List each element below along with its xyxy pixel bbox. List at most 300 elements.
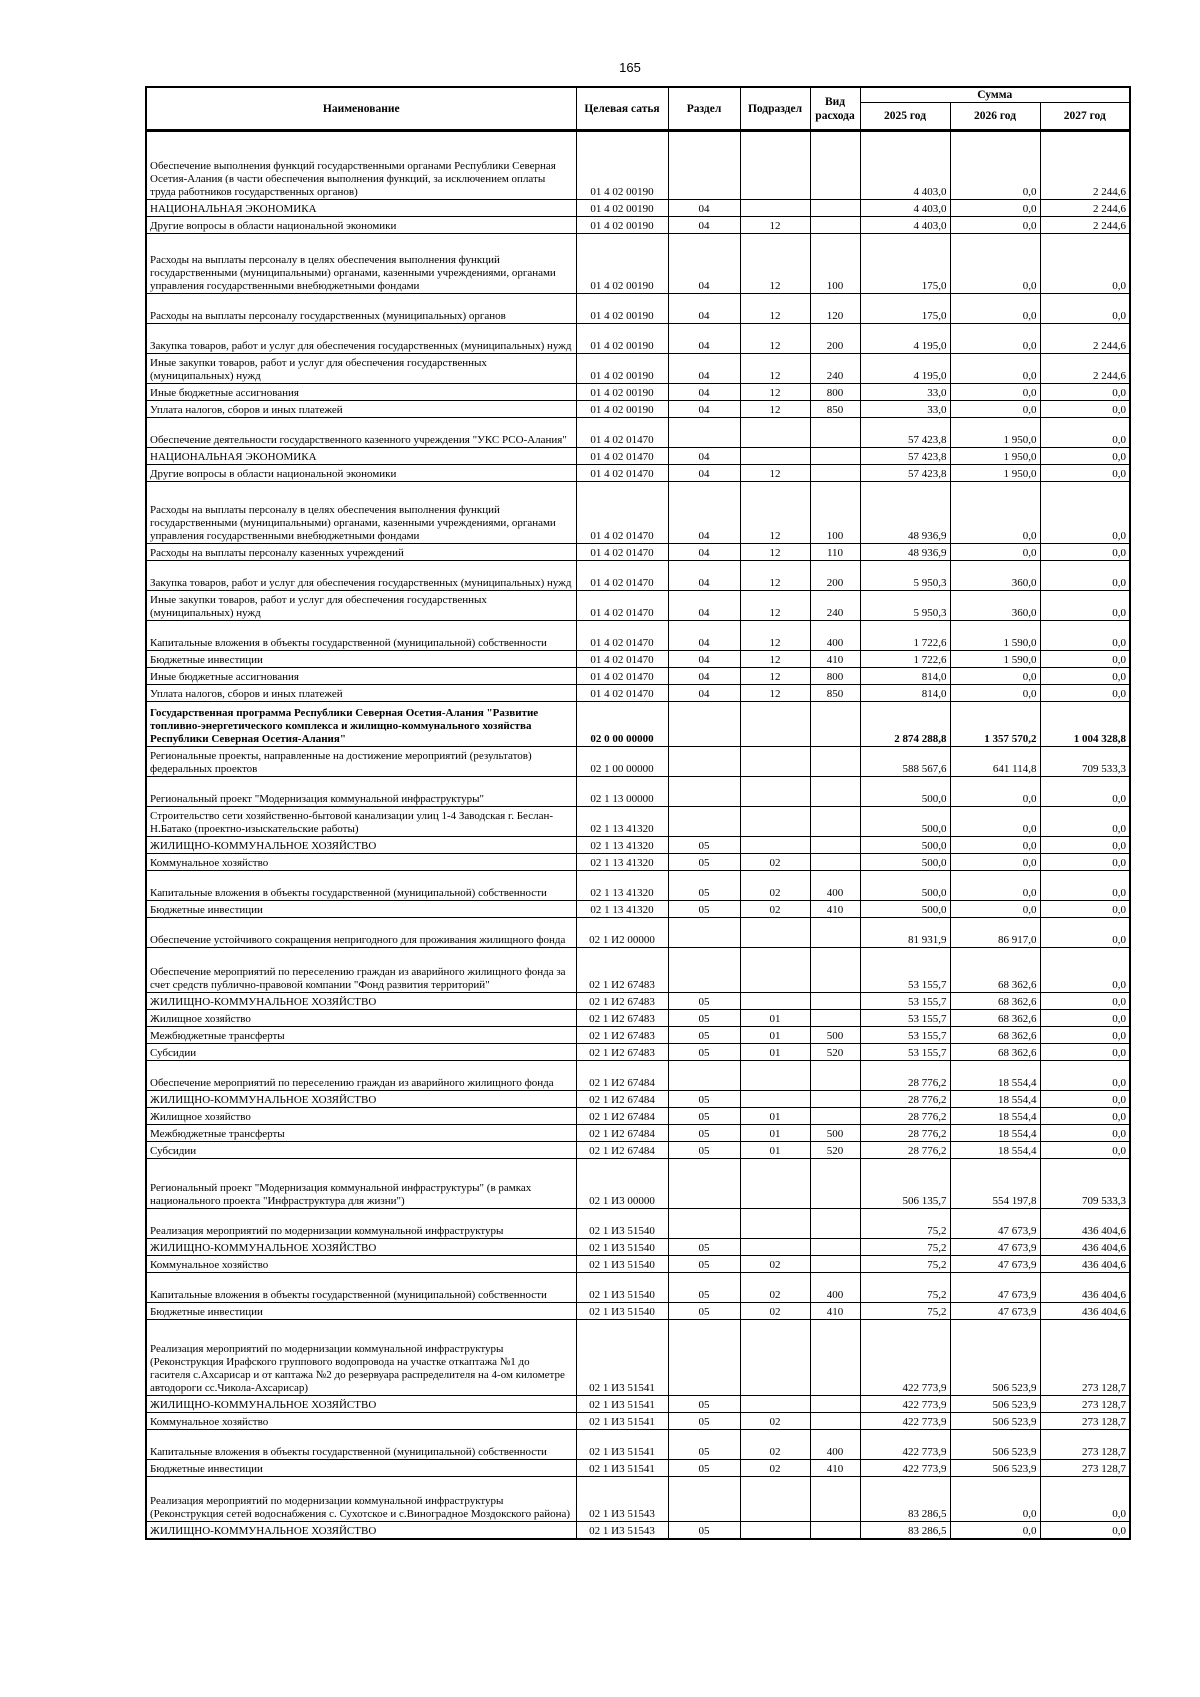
- sum-2027: 0,0: [1040, 1125, 1130, 1142]
- sum-2025: 53 155,7: [860, 948, 950, 993]
- expense-kind: [810, 918, 860, 948]
- section-code: 05: [668, 854, 740, 871]
- target-article: 02 1 И2 67483: [576, 1044, 668, 1061]
- expense-kind: 200: [810, 324, 860, 354]
- row-name: ЖИЛИЩНО-КОММУНАЛЬНОЕ ХОЗЯЙСТВО: [146, 1522, 576, 1540]
- sum-2027: 0,0: [1040, 544, 1130, 561]
- subsection-code: 02: [740, 871, 810, 901]
- subsection-code: 12: [740, 401, 810, 418]
- expense-kind: 400: [810, 1273, 860, 1303]
- sum-2027: 0,0: [1040, 482, 1130, 544]
- table-row: [146, 918, 1130, 948]
- sum-2027: 709 533,3: [1040, 747, 1130, 777]
- subsection-code: [740, 918, 810, 948]
- target-article: 02 1 И2 67484: [576, 1061, 668, 1091]
- sum-2027: 0,0: [1040, 401, 1130, 418]
- sum-2027: 0,0: [1040, 918, 1130, 948]
- expense-kind: [810, 1396, 860, 1413]
- table-row: [146, 1460, 1130, 1477]
- row-name: Закупка товаров, работ и услуг для обеспечения государственных (муниципальных) нужд: [146, 561, 576, 591]
- row-name: Реализация мероприятий по модернизации коммунальной инфраструктуры: [146, 1209, 576, 1239]
- sum-2026: 47 673,9: [950, 1209, 1040, 1239]
- sum-2026: 18 554,4: [950, 1108, 1040, 1125]
- table-row: [146, 1061, 1130, 1091]
- sum-2025: 48 936,9: [860, 482, 950, 544]
- row-name: Обеспечение устойчивого сокращения непригодного для проживания жилищного фонда: [146, 918, 576, 948]
- sum-2026: 0,0: [950, 901, 1040, 918]
- row-name: НАЦИОНАЛЬНАЯ ЭКОНОМИКА: [146, 448, 576, 465]
- subsection-code: 12: [740, 354, 810, 384]
- expense-kind: 110: [810, 544, 860, 561]
- table-row: [146, 1159, 1130, 1209]
- sum-2026: 1 950,0: [950, 448, 1040, 465]
- subsection-code: [740, 1239, 810, 1256]
- sum-2027: 2 244,6: [1040, 217, 1130, 234]
- sum-2026: 0,0: [950, 294, 1040, 324]
- expense-kind: 120: [810, 294, 860, 324]
- subsection-code: 01: [740, 1142, 810, 1159]
- expense-kind: [810, 777, 860, 807]
- sum-2026: 0,0: [950, 482, 1040, 544]
- section-code: 05: [668, 1108, 740, 1125]
- row-name: Капитальные вложения в объекты государственной (муниципальной) собственности: [146, 621, 576, 651]
- sum-2025: 175,0: [860, 294, 950, 324]
- row-name: Региональные проекты, направленные на достижение мероприятий (результатов) федеральных проектов: [146, 747, 576, 777]
- row-name: Обеспечение выполнения функций государственными органами Республики Северная Осетия-Алания (в части обеспечения выполнения функций, за исключением оплаты труда работников государственных органов): [146, 131, 576, 200]
- header-section: Раздел: [668, 87, 740, 131]
- row-name: Капитальные вложения в объекты государственной (муниципальной) собственности: [146, 1430, 576, 1460]
- sum-2025: 75,2: [860, 1303, 950, 1320]
- section-code: 05: [668, 1091, 740, 1108]
- expense-kind: [810, 1091, 860, 1108]
- table-row: [146, 685, 1130, 702]
- table-row: [146, 854, 1130, 871]
- table-row: [146, 465, 1130, 482]
- sum-2027: 0,0: [1040, 777, 1130, 807]
- section-code: 04: [668, 544, 740, 561]
- target-article: 02 1 И3 51540: [576, 1303, 668, 1320]
- section-code: [668, 747, 740, 777]
- sum-2025: 1 722,6: [860, 651, 950, 668]
- table-row: [146, 1320, 1130, 1396]
- subsection-code: 12: [740, 685, 810, 702]
- sum-2027: 273 128,7: [1040, 1460, 1130, 1477]
- sum-2027: 0,0: [1040, 837, 1130, 854]
- sum-2025: 33,0: [860, 384, 950, 401]
- expense-kind: [810, 448, 860, 465]
- table-row: [146, 448, 1130, 465]
- row-name: Другие вопросы в области национальной экономики: [146, 465, 576, 482]
- section-code: [668, 777, 740, 807]
- sum-2025: 2 874 288,8: [860, 702, 950, 747]
- sum-2025: 53 155,7: [860, 1044, 950, 1061]
- subsection-code: [740, 1522, 810, 1540]
- sum-2026: 1 357 570,2: [950, 702, 1040, 747]
- section-code: 05: [668, 1430, 740, 1460]
- table-row: [146, 807, 1130, 837]
- sum-2025: 28 776,2: [860, 1091, 950, 1108]
- table-row: [146, 871, 1130, 901]
- section-code: 05: [668, 1010, 740, 1027]
- expense-kind: [810, 1522, 860, 1540]
- header-name: Наименование: [146, 87, 576, 131]
- section-code: 05: [668, 1142, 740, 1159]
- sum-2027: 0,0: [1040, 1027, 1130, 1044]
- table-row: [146, 1273, 1130, 1303]
- section-code: 04: [668, 401, 740, 418]
- expense-kind: [810, 131, 860, 200]
- sum-2027: 273 128,7: [1040, 1413, 1130, 1430]
- section-code: 04: [668, 200, 740, 217]
- table-row: [146, 234, 1130, 294]
- sum-2027: 436 404,6: [1040, 1239, 1130, 1256]
- expense-kind: [810, 217, 860, 234]
- sum-2026: 47 673,9: [950, 1303, 1040, 1320]
- expense-kind: 240: [810, 591, 860, 621]
- row-name: Расходы на выплаты персоналу казенных учреждений: [146, 544, 576, 561]
- row-name: ЖИЛИЩНО-КОММУНАЛЬНОЕ ХОЗЯЙСТВО: [146, 1091, 576, 1108]
- section-code: 05: [668, 1273, 740, 1303]
- subsection-code: [740, 1061, 810, 1091]
- table-row: [146, 482, 1130, 544]
- table-row: [146, 1209, 1130, 1239]
- sum-2025: 57 423,8: [860, 448, 950, 465]
- subsection-code: [740, 837, 810, 854]
- row-name: Уплата налогов, сборов и иных платежей: [146, 401, 576, 418]
- expense-kind: [810, 1010, 860, 1027]
- sum-2026: 68 362,6: [950, 1044, 1040, 1061]
- subsection-code: [740, 131, 810, 200]
- row-name: Коммунальное хозяйство: [146, 1256, 576, 1273]
- section-code: 05: [668, 1256, 740, 1273]
- row-name: Жилищное хозяйство: [146, 1010, 576, 1027]
- expense-kind: [810, 993, 860, 1010]
- sum-2026: 506 523,9: [950, 1396, 1040, 1413]
- sum-2025: 83 286,5: [860, 1522, 950, 1540]
- sum-2026: 0,0: [950, 1522, 1040, 1540]
- sum-2026: 0,0: [950, 401, 1040, 418]
- sum-2026: 0,0: [950, 685, 1040, 702]
- table-row: [146, 1396, 1130, 1413]
- subsection-code: [740, 1209, 810, 1239]
- sum-2027: 0,0: [1040, 1061, 1130, 1091]
- table-row: [146, 384, 1130, 401]
- target-article: 02 1 И2 67483: [576, 1027, 668, 1044]
- target-article: 02 1 13 41320: [576, 871, 668, 901]
- subsection-code: 01: [740, 1125, 810, 1142]
- target-article: 01 4 02 01470: [576, 448, 668, 465]
- section-code: [668, 807, 740, 837]
- subsection-code: 01: [740, 1010, 810, 1027]
- sum-2025: 53 155,7: [860, 1027, 950, 1044]
- table-row: [146, 621, 1130, 651]
- row-name: Обеспечение деятельности государственного казенного учреждения "УКС РСО-Алания": [146, 418, 576, 448]
- target-article: 02 1 И3 51541: [576, 1460, 668, 1477]
- section-code: 05: [668, 871, 740, 901]
- table-row: [146, 1239, 1130, 1256]
- sum-2025: 4 195,0: [860, 324, 950, 354]
- sum-2026: 506 523,9: [950, 1430, 1040, 1460]
- sum-2027: 709 533,3: [1040, 1159, 1130, 1209]
- target-article: 01 4 02 01470: [576, 561, 668, 591]
- sum-2027: 0,0: [1040, 901, 1130, 918]
- subsection-code: 12: [740, 482, 810, 544]
- expense-kind: [810, 1320, 860, 1396]
- section-code: [668, 948, 740, 993]
- expense-kind: 100: [810, 234, 860, 294]
- expense-kind: 410: [810, 651, 860, 668]
- row-name: Капитальные вложения в объекты государственной (муниципальной) собственности: [146, 1273, 576, 1303]
- budget-table: [145, 86, 1131, 1540]
- sum-2027: 0,0: [1040, 651, 1130, 668]
- sum-2026: 0,0: [950, 354, 1040, 384]
- expense-kind: [810, 1239, 860, 1256]
- table-row: [146, 1477, 1130, 1522]
- section-code: [668, 1477, 740, 1522]
- sum-2027: 0,0: [1040, 1108, 1130, 1125]
- row-name: Иные закупки товаров, работ и услуг для обеспечения государственных (муниципальных) нужд: [146, 354, 576, 384]
- sum-2027: 0,0: [1040, 1522, 1130, 1540]
- target-article: 01 4 02 00190: [576, 234, 668, 294]
- table-row: [146, 418, 1130, 448]
- expense-kind: [810, 200, 860, 217]
- sum-2025: 4 403,0: [860, 131, 950, 200]
- subsection-code: 02: [740, 1413, 810, 1430]
- target-article: 02 1 13 41320: [576, 901, 668, 918]
- table-row: [146, 217, 1130, 234]
- section-code: 04: [668, 294, 740, 324]
- section-code: [668, 1209, 740, 1239]
- sum-2027: 1 004 328,8: [1040, 702, 1130, 747]
- row-name: Межбюджетные трансферты: [146, 1027, 576, 1044]
- sum-2025: 57 423,8: [860, 418, 950, 448]
- target-article: 01 4 02 00190: [576, 384, 668, 401]
- subsection-code: [740, 200, 810, 217]
- sum-2025: 83 286,5: [860, 1477, 950, 1522]
- sum-2025: 33,0: [860, 401, 950, 418]
- table-row: [146, 1522, 1130, 1540]
- table-row: [146, 837, 1130, 854]
- row-name: Субсидии: [146, 1044, 576, 1061]
- row-name: ЖИЛИЩНО-КОММУНАЛЬНОЕ ХОЗЯЙСТВО: [146, 1396, 576, 1413]
- row-name: Иные бюджетные ассигнования: [146, 668, 576, 685]
- sum-2025: 28 776,2: [860, 1108, 950, 1125]
- row-name: Иные бюджетные ассигнования: [146, 384, 576, 401]
- target-article: 02 1 И2 67483: [576, 948, 668, 993]
- section-code: 05: [668, 1027, 740, 1044]
- target-article: 01 4 02 01470: [576, 591, 668, 621]
- row-name: НАЦИОНАЛЬНАЯ ЭКОНОМИКА: [146, 200, 576, 217]
- table-row: [146, 1125, 1130, 1142]
- sum-2026: 0,0: [950, 837, 1040, 854]
- row-name: Бюджетные инвестиции: [146, 1460, 576, 1477]
- table-row: [146, 1010, 1130, 1027]
- sum-2026: 1 950,0: [950, 465, 1040, 482]
- sum-2027: 273 128,7: [1040, 1396, 1130, 1413]
- sum-2025: 500,0: [860, 901, 950, 918]
- table-row: [146, 668, 1130, 685]
- sum-2026: 0,0: [950, 217, 1040, 234]
- table-row: [146, 354, 1130, 384]
- table-row: [146, 1430, 1130, 1460]
- section-code: 04: [668, 448, 740, 465]
- sum-2027: 2 244,6: [1040, 200, 1130, 217]
- sum-2026: 506 523,9: [950, 1413, 1040, 1430]
- table-row: [146, 131, 1130, 200]
- sum-2025: 81 931,9: [860, 918, 950, 948]
- sum-2027: 2 244,6: [1040, 131, 1130, 200]
- target-article: 02 1 И3 00000: [576, 1159, 668, 1209]
- subsection-code: 12: [740, 544, 810, 561]
- table-row: [146, 401, 1130, 418]
- target-article: 01 4 02 00190: [576, 200, 668, 217]
- subsection-code: [740, 777, 810, 807]
- section-code: [668, 418, 740, 448]
- sum-2027: 2 244,6: [1040, 324, 1130, 354]
- row-name: ЖИЛИЩНО-КОММУНАЛЬНОЕ ХОЗЯЙСТВО: [146, 1239, 576, 1256]
- row-name: Расходы на выплаты персоналу в целях обеспечения выполнения функций государственными (муниципальными) органами, казенными учреждениями, органами управления государственными внебюджетными фондами: [146, 234, 576, 294]
- target-article: 02 1 И2 67484: [576, 1108, 668, 1125]
- sum-2025: 500,0: [860, 854, 950, 871]
- row-name: Коммунальное хозяйство: [146, 854, 576, 871]
- table-row: [146, 993, 1130, 1010]
- sum-2027: 0,0: [1040, 668, 1130, 685]
- sum-2025: 75,2: [860, 1209, 950, 1239]
- sum-2026: 68 362,6: [950, 948, 1040, 993]
- row-name: ЖИЛИЩНО-КОММУНАЛЬНОЕ ХОЗЯЙСТВО: [146, 837, 576, 854]
- target-article: 02 1 И3 51541: [576, 1396, 668, 1413]
- sum-2025: 4 403,0: [860, 217, 950, 234]
- header-sum: Сумма: [860, 87, 1130, 103]
- sum-2025: 75,2: [860, 1273, 950, 1303]
- sum-2027: 436 404,6: [1040, 1256, 1130, 1273]
- sum-2026: 641 114,8: [950, 747, 1040, 777]
- target-article: 02 1 И3 51540: [576, 1273, 668, 1303]
- sum-2026: 360,0: [950, 561, 1040, 591]
- table-row: [146, 948, 1130, 993]
- target-article: 01 4 02 00190: [576, 354, 668, 384]
- expense-kind: 520: [810, 1142, 860, 1159]
- header-target: Целевая сатья: [576, 87, 668, 131]
- section-code: [668, 131, 740, 200]
- expense-kind: 200: [810, 561, 860, 591]
- target-article: 01 4 02 01470: [576, 418, 668, 448]
- subsection-code: [740, 993, 810, 1010]
- sum-2025: 175,0: [860, 234, 950, 294]
- section-code: 04: [668, 685, 740, 702]
- sum-2027: 0,0: [1040, 948, 1130, 993]
- target-article: 02 1 И2 67484: [576, 1142, 668, 1159]
- section-code: 04: [668, 354, 740, 384]
- sum-2026: 86 917,0: [950, 918, 1040, 948]
- page-number: 165: [619, 60, 641, 75]
- sum-2026: 68 362,6: [950, 1010, 1040, 1027]
- sum-2025: 1 722,6: [860, 621, 950, 651]
- expense-kind: [810, 1209, 860, 1239]
- expense-kind: [810, 807, 860, 837]
- expense-kind: 850: [810, 401, 860, 418]
- section-code: 05: [668, 1460, 740, 1477]
- subsection-code: 02: [740, 901, 810, 918]
- sum-2026: 0,0: [950, 544, 1040, 561]
- table-header: [146, 87, 1130, 131]
- row-name: Другие вопросы в области национальной экономики: [146, 217, 576, 234]
- row-name: ЖИЛИЩНО-КОММУНАЛЬНОЕ ХОЗЯЙСТВО: [146, 993, 576, 1010]
- subsection-code: 12: [740, 591, 810, 621]
- expense-kind: 400: [810, 621, 860, 651]
- sum-2026: 0,0: [950, 384, 1040, 401]
- expense-kind: 400: [810, 871, 860, 901]
- sum-2025: 500,0: [860, 777, 950, 807]
- target-article: 02 1 13 41320: [576, 807, 668, 837]
- sum-2027: 0,0: [1040, 234, 1130, 294]
- header-kind: Вид расхода: [810, 87, 860, 131]
- sum-2026: 47 673,9: [950, 1273, 1040, 1303]
- sum-2026: 0,0: [950, 871, 1040, 901]
- sum-2026: 0,0: [950, 854, 1040, 871]
- subsection-code: [740, 702, 810, 747]
- sum-2025: 500,0: [860, 837, 950, 854]
- expense-kind: 850: [810, 685, 860, 702]
- expense-kind: [810, 837, 860, 854]
- expense-kind: 800: [810, 384, 860, 401]
- row-name: Реализация мероприятий по модернизации коммунальной инфраструктуры (Реконструкция сетей водоснабжения с. Сухотское и с.Виноградное Моздокского района): [146, 1477, 576, 1522]
- section-code: [668, 1320, 740, 1396]
- row-name: Жилищное хозяйство: [146, 1108, 576, 1125]
- subsection-code: [740, 418, 810, 448]
- subsection-code: [740, 1396, 810, 1413]
- subsection-code: [740, 448, 810, 465]
- target-article: 02 1 И2 67484: [576, 1125, 668, 1142]
- sum-2027: 436 404,6: [1040, 1273, 1130, 1303]
- expense-kind: 410: [810, 1303, 860, 1320]
- target-article: 01 4 02 01470: [576, 668, 668, 685]
- subsection-code: 12: [740, 384, 810, 401]
- target-article: 02 1 И3 51541: [576, 1430, 668, 1460]
- row-name: Уплата налогов, сборов и иных платежей: [146, 685, 576, 702]
- sum-2025: 75,2: [860, 1239, 950, 1256]
- expense-kind: [810, 854, 860, 871]
- section-code: 05: [668, 901, 740, 918]
- expense-kind: [810, 948, 860, 993]
- subsection-code: [740, 1091, 810, 1108]
- row-name: Капитальные вложения в объекты государственной (муниципальной) собственности: [146, 871, 576, 901]
- sum-2026: 18 554,4: [950, 1125, 1040, 1142]
- expense-kind: [810, 702, 860, 747]
- sum-2026: 0,0: [950, 131, 1040, 200]
- sum-2026: 47 673,9: [950, 1256, 1040, 1273]
- sum-2027: 0,0: [1040, 871, 1130, 901]
- sum-2027: 0,0: [1040, 384, 1130, 401]
- row-name: Расходы на выплаты персоналу государственных (муниципальных) органов: [146, 294, 576, 324]
- section-code: 04: [668, 621, 740, 651]
- section-code: 05: [668, 1413, 740, 1430]
- table-row: [146, 651, 1130, 668]
- table-row: [146, 544, 1130, 561]
- sum-2026: 0,0: [950, 200, 1040, 217]
- expense-kind: 800: [810, 668, 860, 685]
- sum-2025: 53 155,7: [860, 1010, 950, 1027]
- subsection-code: 02: [740, 1256, 810, 1273]
- sum-2027: 0,0: [1040, 448, 1130, 465]
- expense-kind: [810, 1413, 860, 1430]
- sum-2025: 500,0: [860, 871, 950, 901]
- section-code: [668, 1159, 740, 1209]
- sum-2025: 422 773,9: [860, 1413, 950, 1430]
- row-name: Государственная программа Республики Северная Осетия-Алания "Развитие топливно-энергетического комплекса и жилищно-коммунального хозяйства Республики Северная Осетия-Алания": [146, 702, 576, 747]
- sum-2027: 0,0: [1040, 591, 1130, 621]
- section-code: 05: [668, 1044, 740, 1061]
